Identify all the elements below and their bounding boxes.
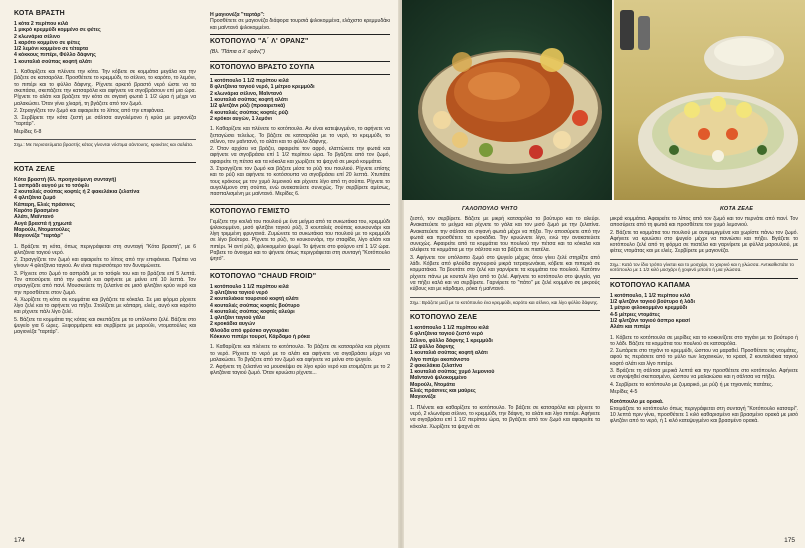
zele-continued: μικρά κομμάτια. Αφαιρείτε το λίπος από τον ζωμό και τον περνάτε από πανί. Τον αποσύρετε από τη φωτιά και προσθέτετε τον χυμό λεμονιού. (610, 216, 798, 229)
recipe-title-kota-zele: ΚΟΤΑ ΖΕΛΕ (14, 165, 56, 173)
step-paragraph: Μερίδες 4-5 (610, 388, 638, 395)
left-column-2 (210, 10, 390, 378)
ingredient-line: 1 κοτόπουλο 1 1/2 περίπου κιλά (410, 325, 489, 332)
ingredients-kota-zele (14, 177, 196, 240)
left-column-1 (14, 10, 196, 337)
step-paragraph: 1. Κόβετε το κοτόπουλο σε μερίδες και το κοκκινίζετε στο τηγάνι με το βούτυρο ή το λάδι. Βάζετε τα κομμάτια του πουλιού σε κατσαρόλα. (610, 334, 798, 347)
chicken-jelly-photo (614, 0, 805, 200)
ingredient-line: Λίγο πιπέρι ακοπάνιστο (410, 356, 470, 363)
steps-kota-zele (14, 244, 196, 336)
note-zele: Σημ.: Κατά τον ίδιο τρόπο γίνεται και το μοσχάρι, το χοιρινό και η γλώσσα. Αντικαθιστάτε το κοτόπουλο με 1 1/2 κιλό μοσχάρι ή χοιρινό μπούτι ή μια γλώσσα. (610, 259, 798, 273)
ingredient-line: 1 μέτριο φιλοκομμένο κρεμμύδι (610, 305, 688, 312)
caption-jelly: ΚΟΤΑ ΖΕΛΕ (720, 206, 754, 212)
tartar-title: Η μαγιονέζα "ταρτάρ": (210, 12, 265, 18)
ingredient-line: 1 κουταλιά σούπας χυμό λεμονιού (410, 369, 495, 376)
step-paragraph: 1. Καθαρίζετε και πλένετε το κοτόπουλο. Αν είναι κατεψυγμένο, το αφήνετε να ξεπαγώσει τελείως. Το βάζετε σε κατσαρόλα με το νερό, το κρεμμύδι, το σέλινο, τον μαϊντανό, το αλάτι και το φύλλο δάφνης. (210, 126, 390, 145)
step-paragraph: 2. Σωτάρετε στο τηγάνι το κρεμμύδι, ώσπου να μαραθεί. Προσθέτετε τις ντομάτες, αφού τις περάσετε από το μύλο των λαχανικών, το κρασί, 2 κουταλιάκια ταγιού κοφτό αλάτι και λίγο πιπέρι. (610, 348, 798, 367)
note-chaud-froid: Σημ.: Βράζετε μαζί με το κοτόπουλο ένα κρεμμύδι, καρότο και σέλινο, και λίγο φύλλο δάφνης. (410, 297, 600, 306)
step-paragraph: 2. Στραγγίζετε τον ζωμό και αφαιρείτε το λίπος από την επιφάνεια. (14, 107, 165, 114)
ingredient-line: 2 κρόκοι αυγών, 1 λεμόνι (210, 115, 272, 122)
ingredient-line: 1 κοτόπουλο, 1 1/2 περίπου κιλά (610, 292, 691, 299)
ingredient-line: Μαρούλι, Ντομάτα (410, 381, 455, 388)
step-paragraph: 5. Βάζετε τα κομμάτια της κότας και σκεπάζετε με το υπόλοιπο ζελέ. Βάζετε στο ψυγείο για 6 ώρες. Ξεφορμάρετε και σερβίρετε με μαρούλι, ντοματούλες και μαγιονέζα "ταρτάρ". (14, 316, 196, 336)
step-paragraph: 1. Πλένετε και καθαρίζετε το κοτόπουλο. Το βάζετε σε κατσαρόλα και ρίχνετε το νερό, 2 κλωνάρια σέλινο, το κρεμμύδι, την δάφνη, το αλάτι και λίγο πιπέρι. Αφήνετε να σιγοβράσει επί 1 1/2 περίπου ώρα, το βγάζετε από τον ζωμό και αφαιρείτε τα κόκαλα. Χωρίζετε τα ψαχνά σε (410, 404, 600, 430)
recipe-title-kapama: ΚΟΤΟΠΟΥΛΟ ΚΑΠΑΜΑ (610, 281, 691, 289)
ingredient-line: Φλούδα από φρέσκο αγγουράκι (210, 327, 289, 334)
ingredient-line: Κόκκινο πιπέρι τουρσί, Κάρδαμο ή ρόκα (210, 333, 310, 340)
ingredient-line: 1 κουταλιά σούπας κοφτή αλάτι (14, 58, 92, 65)
recipe-title-chaud-froid: ΚΟΤΟΠΟΥΛΟ "CHAUD FROID" (210, 272, 317, 280)
step-paragraph: 1. Καθαρίζετε και πλένετε το κοτόπουλο. Το βάζετε σε κατσαρόλα και ρίχνετε το νερό. Ρίχνετε το νερό με το αλάτι και αφήνετε να σιγοβράσει μέχρι να μαλακώσει. Το βγάζετε από τον ζωμό και αφήνετε να μείνει στο ψυγείο. (210, 344, 390, 363)
ingredient-line: 1 ασπράδι αυγού με το τσόφλι (14, 182, 89, 189)
steps-kota-vrasti (14, 69, 196, 135)
step-paragraph: 3. Σερβίρετε την κότα ζεστή με σάλτσα αυγολέμονο ή κρύα με μαγιονέζα "ταρτάρ". (14, 115, 196, 128)
ingredients-kapama (610, 293, 798, 331)
step-paragraph: Μερίδες 6-8 (14, 128, 42, 135)
ingredient-line: 4 κουταλιές σούπας κοφτές αλεύρι (210, 308, 295, 315)
tartar-text: Προσθέτετε σε μαγιονέζα διάφορα τουρσιά ψιλοκομμένα, ελάχιστο κρεμμυδάκι και μαϊντανό ψιλοκομμένο. (210, 18, 390, 31)
ingredient-line: 1/2 φλιτζάνι ταγιού βούτυρο ή λάδι (610, 299, 695, 306)
ingredient-line: 6 φλιτζάνια ταγιού ζεστό νερό (410, 331, 484, 338)
divider (210, 269, 390, 270)
ingredient-line: 4-5 μέτριες ντομάτες (610, 311, 661, 318)
step-paragraph: 1. Βράζετε τη κότα, όπως περιγράφεται στη συνταγή "Κότα βραστή", με 6 φλιτζάνια ταγιού νερό. (14, 243, 196, 256)
divider (210, 34, 390, 35)
ingredient-line: 4 κουταλιές σούπας κοφτές ρύζι (210, 109, 289, 116)
zele-step2: 2. Βάζετε τα κομμάτια του πουλιού με αναμεμιγμένα και χωρίστε πάνω τον ζωμό. Αφήνετε να κρυώσει στο ψυγείο μέχρι να πανιώσει και πήξει. Βγάζετε το κοτόπουλο ζελέ από τη φόρμα σε πιατέλα και γαρνίρετε με φύλλα μαρουλιού, με φέτες ντομάτας και με ελιές. Σερβίρετε με μαγιονέζα. (610, 229, 798, 255)
ingredient-line: 2 κλωνάρια σέλινο, Μαϊντανό (210, 90, 283, 97)
step-paragraph: 3. Στραγγίζετε τον ζωμό και βάζετε μέσα το ρύζι του πουλιού. Ρίχνετε επίσης και το ρύζι και αφήνετε το κοτόσουπα να σιγοβράσει επί 20 λεπτά. Χτυπάτε τους κρόκους με τον χυμό λεμονιού και ρίχνετε λίγο από τη σούπα. Ρίχνετε το αυγολέμονο στη σούπα, ενώ ανακατεύετε συνεχώς. Την σερβίρετε αμέσως, πασπαλισμένη με μαϊντανό. Μερίδες 6. (210, 166, 390, 198)
okra-text: Ετοιμάζετε το κοτόπουλο όπως περιγράφεται στη συνταγή "Κοτόπουλο κατσαρί". 10 λεπτά πριν γίνει, προσθέτετε 1 κιλό καθαρισμένο και βρασμένο ορακά με μισό φλιτζάνι από το νερό, ή 1 κιλό κατεψυγμένο και βρασμένο ορακά. (610, 405, 798, 425)
right-column-1 (410, 216, 600, 431)
ingredient-line: 2 κουταλιάκια τουρσιού κοφτή αλάτι (210, 296, 299, 303)
gemisto-text: Γεμίζετε την κοιλιά του πουλιού με ένα μείγμα από τα συκωτάκια του, κρεμμύδι ψιλοκομμένο, μισό φλιτζάνι ταγιού ρύζι, 3 κουταλιές σούπας κουκουνάρι και λίγη τριμμένη φρυγανιά. Ζυμώνετε τα συκωτάκια του πουλιού με το κρεμμύδι σε λίγο βούτυρο. Ρίχνετε το ρύζι, το κουκουνάρι, την σταφίδα, λίγο αλάτι και πιπέρι. Ή αντί ρύζι, ψιλοκομμένο ψωμί. Το ψήνετε στο φούρνο επί 1 1/2 ώρα. Ραβετε το άνοιγμα και το ψήνετε όπως περιγράφεται στη συνταγή "Κοτόπουλο ψητό". (210, 218, 390, 263)
step-paragraph: 4. Χωρίζετε τη κότα σε κομμάτια και βγάζετε τα κόκαλα. Σε μια φόρμα ρίχνετε λίγο ζελέ και το αφήνετε να πήξει. Στολίζετε με κάπαρη, ελιές, αυγό και καρότο και ρίχνετε πάλι λίγο ζελέ. (14, 296, 196, 316)
ingredient-line: Μαγιονέζα "ταρτάρ" (14, 233, 63, 240)
recipe-title-orange: ΚΟΤΟΠΟΥΛΟ "Α΄ Λ' ΟΡΑΝΖ" (210, 37, 309, 45)
recipe-title-kotopoulo-zele: ΚΟΤΟΠΟΥΛΟ ΖΕΛΕ (410, 314, 478, 322)
step-paragraph: 3. Ρίχνετε στο ζωμό το ασπράδι με το τσόφλι του και το βράζετε επί 5 λεπτά. Τον αποσύρετε από την φωτιά και αφήνετε με μείνει επί 10 λεπτά. Τον στραγγίζετε από πανί. Μουσκεύετε τη ζελατίνα σε μισό φλιτζάνι κρύο νερό και την προσθέτετε στον ζωμό. (14, 270, 196, 296)
ingredient-line: Κάπαρη, Ελιές πράσινες (14, 201, 75, 208)
ingredient-line: 1/2 φλιτζάνι ρύζι (προαιρετικά) (210, 103, 285, 110)
chaud-froid-step3: 3. Αφήνετε τον υπόλοιπο ζωμό στο ψυγείο μέχρις ότου γίνει ζελέ στηρίξτε από λάδι. Κόβετε από φλούδα αγγουριού μικρά τετραγωνάκια, κόβετε και πιπεριά σε κομματάκια. Τα βουτάτε στο ζελέ και γαρνίρετε τα κομμάτια του πουλιού. Κατόπιν ρίχνετε πάνω με κουταλι λίγο από το ζελέ. Αφήνετε το κοτόπουλο στο ψυγείο, για να πήξει καλά και να σερβίρετε. Γαρνίρετε το "πάτο" με ζελέ κομμένο σε μικρούς κύβους και με κάρδαμο, ρόκα ή μαϊντανό. (410, 254, 600, 293)
ingredient-line: Αλάτι και πιπέρι (610, 324, 651, 331)
ingredient-line: 1 καρότο κομμένο σε φέτες (14, 39, 81, 46)
roast-turkey-photo (402, 0, 612, 200)
ingredient-line: Καρότο βρασμένο (14, 208, 59, 215)
ingredient-line: Μαρούλι, Ντοματούλες (14, 226, 70, 233)
ingredient-line: Μαϊντανό ψιλοκομμένο (410, 375, 467, 382)
divider (210, 204, 390, 205)
ingredient-line: Μαγιονέζα (410, 394, 436, 401)
page-number-left: 174 (14, 537, 25, 544)
ingredients-soup (210, 78, 390, 122)
ingredient-line: 2 κουταλιές σούπας κοφτές ή 2 φακελάκια ζελατίνα (14, 189, 140, 196)
ingredient-line: 8 φλιτζάνια ταγιού νερό, 1 μέτριο κρεμμύδι (210, 84, 315, 91)
ingredient-line: Αλάτι, Μαϊντανό (14, 214, 54, 221)
ingredient-line: 2 κλωνάρια σέλινο (14, 33, 61, 40)
okra-title: Κοτόπουλο με ορακά. (610, 399, 664, 406)
step-paragraph: 2. Στραγγίζετε τον ζωμό και αφαιρείτε το λίπος από την επιφάνεια. Πρέπει να γίνουν 4 φλιτζάνια ταγιού. Αν είναι περισσότερο τον δυναμώνετε. (14, 257, 196, 270)
ingredient-line: Αυγά βραστά ή χημωτά (14, 220, 72, 227)
ingredient-line: Σέλινο, φύλλο δάφνης 1 κρεμμύδι (410, 337, 493, 344)
step-paragraph: 2. Όταν αρχίσει να βράζει, αφαιρείτε τον αφρό, ελαττώνετε την φωτιά και αφήνετε να σιγοβράσει επί 1 1/2 περίπου ώρα. Το βγάζετε από τον ζωμό, αφαιρείτε τη πέτσα και τα κόκαλα και χωρίζετε τα ψαχνά σε μικρά κομμάτια. (210, 146, 390, 165)
right-column-2 (610, 216, 798, 425)
ingredient-line: 4 κόκκους πιπέρι, Φύλλο δάφνης (14, 52, 96, 59)
ingredient-line: Κότα βραστή (6λ. προηγούμενη συνταγή) (14, 176, 117, 183)
left-page (0, 0, 400, 548)
ingredient-line: Ελιές πράσινες και μαύρες (410, 388, 476, 395)
ingredient-line: 4 φλιτζάνια ζωμό (14, 195, 56, 202)
ingredient-line: 1 κοτόπουλο 1 1/2 περίπου κιλά (210, 78, 289, 85)
step-paragraph: 1. Καθαρίζετε και πλένετε την κότα. Την κόβετε σε κομμάτια μεγάλα και την βάζετε σε κατσαρόλα. Προσθέτετε το κρεμμύδι, το σέλινο, το καρότο, το λεμόνι, το πιπέρι και το φύλλο δάφνης. Ρίχνετε αρκετό βραστό νερό ώστε να τα σκεπάσει, σκεπάζετε την κατσαρόλα και αφήνετε να σιγοβράσουν επί μια ώρα. Ρίχνετε το αλάτι και βράζετε την κότα σε σιγανή φωτιά 1 1/2 ώρα ή μέχρι να μαλακώσει. Όταν γίνει χλιαρή, τη βγάζετε από τον ζωμό. (14, 69, 196, 107)
ingredient-line: 1 μικρό κρεμμύδι κομμένο σε φέτες (14, 27, 101, 34)
ingredient-line: 2 κροκάδια αυγών (210, 321, 256, 328)
ingredient-line: 1/2 φύλλο δάφνης (410, 343, 455, 350)
ingredient-line: 1 κότα 2 περίπου κιλά (14, 21, 69, 27)
steps-chaud-froid (210, 344, 390, 376)
divider (410, 310, 600, 311)
step-paragraph: 3. Βράζετε τη σάλτσα μερικά λεπτά και την προσθέτετε στο κοτόπουλο. Αφήνετε να σιγοψηθεί σκεπασμένο, ώσπου να μαλακώσει και η σάλτσα να πήξει. (610, 368, 798, 381)
ingredients-kota-vrasti (14, 21, 196, 65)
divider (14, 162, 196, 163)
ingredient-line: 1 κουταλιά σούπας κοφτή αλάτι (410, 350, 488, 357)
ingredient-line: 2 φακελάκια ζελατίνα (410, 362, 463, 369)
ingredient-line: 1 φλιτζάνι ταγιού γάλα (210, 315, 265, 322)
steps-soup (210, 126, 390, 197)
orange-ref: (Βλ. "Πάπια α λ' οράνζ") (210, 48, 265, 55)
right-page (402, 0, 805, 548)
recipe-title-kota-vrasti: ΚΟΤΑ ΒΡΑΣΤΗ (14, 10, 65, 17)
caption-turkey: ΓΑΛΟΠΟΥΛΟ ΨΗΤΟ (462, 206, 518, 212)
ingredient-line: 1 κοτόπουλο 1 1/2 περίπου κιλά (210, 283, 289, 290)
chaud-froid-continued: ζεστό, τον σερβίρετε. Βάζετε με μικρή κατσαρόλα το βούτυρο και το αλεύρι. Ανακατεύετε το μείγμα και ρίχνετε το γάλα και τον μισό ζωμό με την ζελατίνα. Ανακατεύετε την σάλτσα σε σιγανή φωτιά μέχρι να πήξει. Την αποσύρετε από την φωτιά και προσθέτετε τα κροκάδια. Την κρυώνετε λίγο, ενώ την ανακατεύετε συνεχώς. Αφαιρείτε από τα κομμάτια του πουλιού την πέτσα και τα κόκαλα και αλείφετε τα κομμάτια με την σάλτσα και τα βάζετε σε πιατέλα. (410, 216, 600, 254)
steps-kapama (610, 335, 798, 396)
page-number-right: 175 (784, 537, 795, 544)
ingredient-line: 1/2 φλιτζάνι ταγιού άσπρο κρασί (610, 317, 690, 324)
step-paragraph: 2. Αφήνετε τη ζελατίνα να μουσκέψει σε λίγο κρύο νερό και ετοιμάζετε με το 2 φλιτζάνια ταγιού ζωμό. Όταν κρυώσει ρίχνετε... (210, 364, 390, 377)
divider (610, 278, 798, 279)
ingredient-line: 1 κουταλιά σούπας κοφτή αλάτι (210, 97, 288, 104)
recipe-title-soup: ΚΟΤΟΠΟΥΛΟ ΒΡΑΣΤΟ ΣΟΥΠΑ (210, 61, 390, 75)
ingredient-line: 4 κουταλιές σούπας κοφτές βούτυρο (210, 302, 300, 309)
recipe-title-gemisto: ΚΟΤΟΠΟΥΛΟ ΓΕΜΙΣΤΟ (210, 207, 290, 215)
step-paragraph: 4. Σερβίρετε το κοτόπουλο με ζυμαρικό, με ρύζι ή με τηγανιτές πατάτες. (610, 381, 774, 388)
note-kota-vrasti: Σημ.: Με περισσεύματα βραστής κότας γίνονται νόστιμα σάντουιτς, κροκέτες και σαλάτα. (14, 139, 196, 148)
ingredients-kotopoulo-zele (410, 325, 600, 401)
ingredient-line: 1/2 λεμόνι κομμένο σε τέταρτα (14, 46, 89, 53)
steps-kotopoulo-zele (410, 405, 600, 430)
ingredients-chaud-froid (210, 284, 390, 341)
ingredient-line: 3 φλιτζάνια ταγιού νερό (210, 289, 268, 296)
